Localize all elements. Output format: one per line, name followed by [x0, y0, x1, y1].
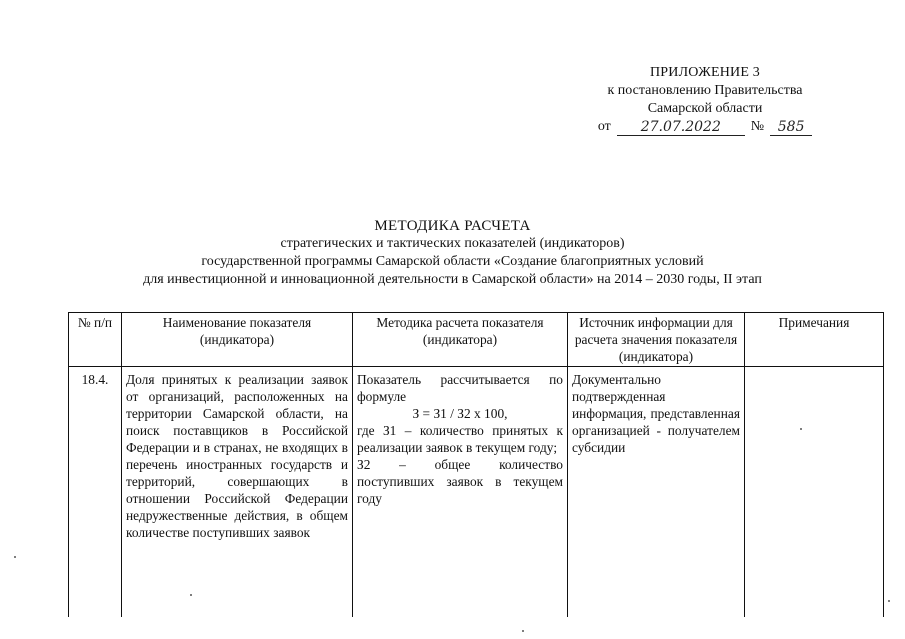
appendix-line-2: Самарской области: [647, 101, 763, 116]
header-notes: Примечания: [745, 313, 884, 367]
cell-notes: [745, 367, 884, 617]
table-row: [69, 367, 884, 617]
appendix-date-line: [595, 118, 815, 136]
header-num: № п/п: [69, 313, 122, 367]
title-main: МЕТОДИКА РАСЧЕТА: [374, 218, 531, 234]
cell-method: [353, 367, 568, 617]
header-method: Методика расчета показателя (индикатора): [353, 313, 568, 367]
cell-name: Доля принятых к реализации заявок от организаций, расположенных на территории Самарской области, на поиск поставщиков в Российской Федерации и в странах, не входящих в перечень иностранных государств и территорий, совершающих в отношении Российской Федерации недружественные действия, в общем количестве поступивших заявок: [122, 367, 353, 617]
table-header-row: [69, 313, 884, 367]
document-title: [0, 217, 905, 289]
scan-speck: [888, 600, 890, 602]
title-line-2: стратегических и тактических показателей (индикаторов): [280, 236, 625, 251]
title-line-4: для инвестиционной и инновационной деятельности в Самарской области» на 2014 – 2030 годы, II этап: [143, 272, 762, 287]
indicators-table: [68, 312, 884, 617]
scan-speck: [522, 630, 524, 632]
from-label: от: [597, 119, 611, 134]
cell-num: 18.4.: [69, 367, 122, 617]
method-intro: Показатель рассчитывается по формуле: [357, 372, 563, 404]
scan-speck: [800, 428, 802, 430]
header-source: Источник информации для расчета значения показателя (индикатора): [568, 313, 745, 367]
handwritten-number: 585: [770, 119, 812, 136]
handwritten-date: 27.07.2022: [617, 119, 745, 136]
appendix-heading: ПРИЛОЖЕНИЕ 3: [649, 65, 761, 80]
title-line-3: государственной программы Самарской области «Создание благоприятных условий: [201, 254, 704, 269]
number-label: №: [750, 119, 765, 134]
method-definition-2: З2 – общее количество поступивших заявок в текущем году: [357, 457, 563, 506]
appendix-line-1: к постановлению Правительства: [607, 83, 803, 98]
cell-source: Документально подтвержденная информация, представленная организацией - получателем субсидии: [568, 367, 745, 617]
header-name: Наименование показателя (индикатора): [122, 313, 353, 367]
appendix-block: [595, 64, 815, 136]
method-formula: З = З1 / З2 х 100,: [412, 406, 508, 421]
scan-speck: [14, 556, 16, 558]
method-definition-1: где З1 – количество принятых к реализации заявок в текущем году;: [357, 423, 563, 455]
scan-speck: [190, 594, 192, 596]
